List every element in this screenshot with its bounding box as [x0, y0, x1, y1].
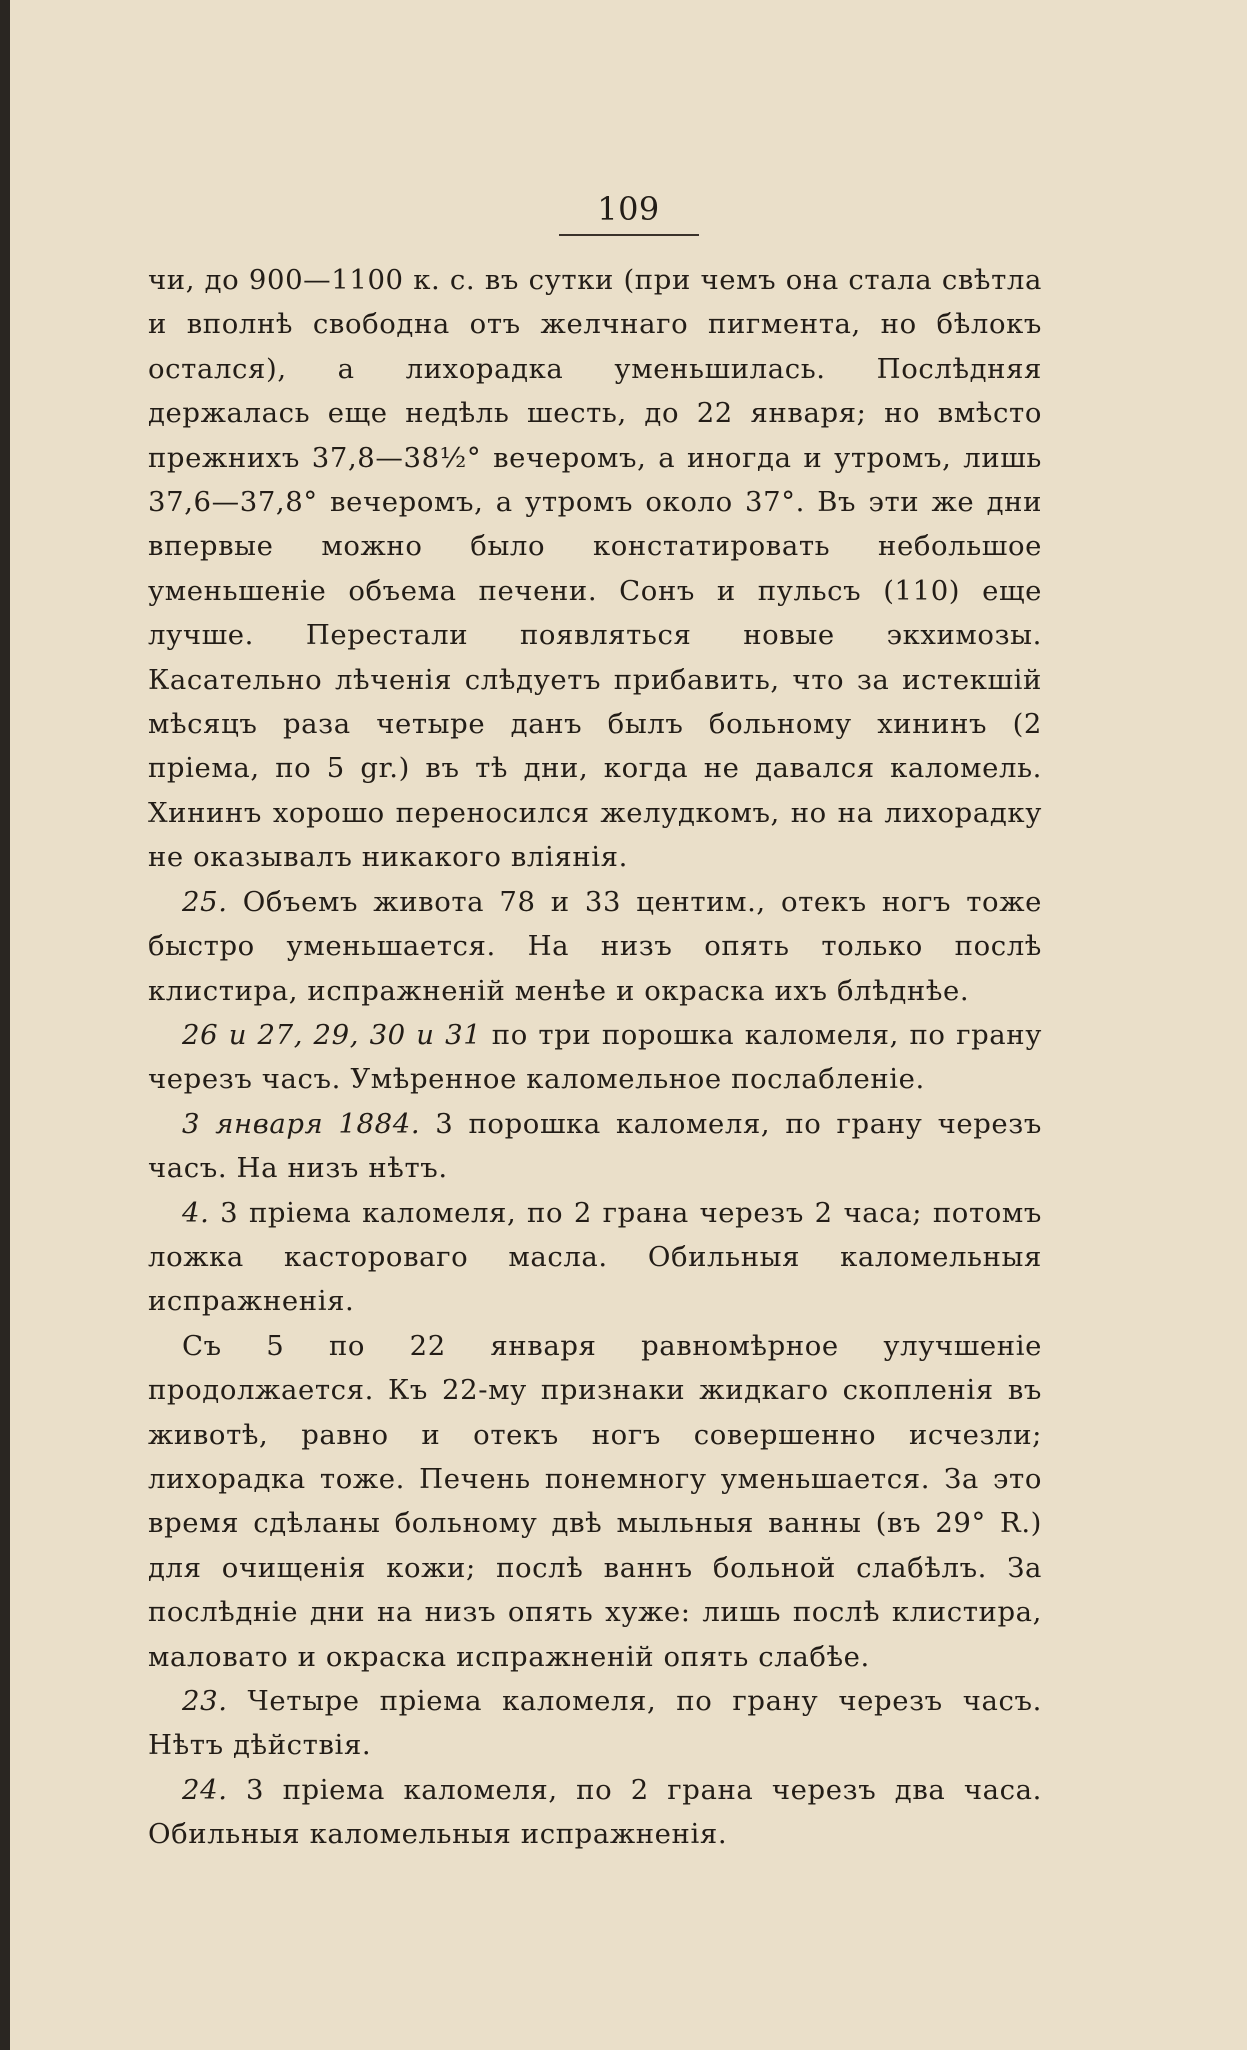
paragraph: [148, 880, 1042, 1013]
paragraph: [148, 1324, 1042, 1679]
paragraph-text: по три порошка каломеля, по грану черезъ часъ. Умѣренное каломельное послабленіе.: [148, 1018, 1042, 1096]
date-label: 23.: [182, 1685, 228, 1717]
paragraph-text: Объемъ живота 78 и 33 центим., отекъ ногъ тоже быстро уменьшается. На низъ опять только послѣ клистира, испражненій менѣе и окраска ихъ блѣднѣе.: [148, 885, 1042, 1007]
date-label: 24.: [182, 1773, 228, 1806]
paragraph-text: 3 пріема каломеля, по 2 грана черезъ два часа. Обильныя каломельныя испражненія.: [148, 1773, 1042, 1851]
paragraph-text: Съ 5 по 22 января равномѣрное улучшеніе продолжается. Къ 22-му признаки жидкаго скопленія въ животѣ, равно и отекъ ногъ совершенно исчезли; лихорадка тоже. Печень понемногу уменьшается. За это время сдѣланы больному двѣ мыльныя ванны (въ 29° R.) для очищенія кожи; послѣ ваннъ больной слабѣлъ. За послѣдніе дни на низъ опять хуже: лишь послѣ клистира, маловато и окраска испражненій опять слабѣе.: [148, 1329, 1042, 1673]
paragraph: [148, 1768, 1042, 1857]
date-label: 3 января 1884.: [182, 1107, 421, 1140]
paragraph-text: 3 пріема каломеля, по 2 грана черезъ 2 часа; потомъ ложка кастороваго масла. Обильныя каломельныя испражненія.: [148, 1196, 1042, 1318]
paragraph: [148, 258, 1042, 880]
page-header: [10, 190, 1247, 236]
book-page: [10, 0, 1247, 2050]
paragraph: [148, 1013, 1042, 1102]
paragraph-text: 3 порошка каломеля, по грану черезъ часъ. На низъ нѣтъ.: [148, 1107, 1042, 1185]
paragraph: [148, 1679, 1042, 1768]
page-number: 109: [559, 190, 699, 236]
date-label: 4.: [182, 1196, 210, 1229]
paragraph: [148, 1191, 1042, 1324]
body-text: [148, 258, 1042, 1857]
paragraph-text: Четыре пріема каломеля, по грану черезъ часъ. Нѣтъ дѣйствія.: [148, 1685, 1042, 1762]
date-label: 25.: [182, 885, 228, 918]
paragraph-text: чи, до 900—1100 к. с. въ сутки (при чемъ она стала свѣтла и вполнѣ свободна отъ желчнаго пигмента, но бѣлокъ остался), а лихорадка уменьшилась. Послѣдняя держалась еще недѣль шесть, до 22 января; но вмѣсто прежнихъ 37,8—38½° вечеромъ, а иногда и утромъ, лишь 37,6—37,8° вечеромъ, а утромъ около 37°. Въ эти же дни впервые можно было констатировать небольшое уменьшеніе объема печени. Сонъ и пульсъ (110) еще лучше. Перестали появляться новые экхимозы. Касательно лѣченія слѣдуетъ прибавить, что за истекшій мѣсяцъ раза четыре данъ былъ больному хининъ (2 пріема, по 5 gr.) въ тѣ дни, когда не давался каломель. Хининъ хорошо переносился желудкомъ, но на лихорадку не оказывалъ никакого вліянія.: [148, 264, 1042, 874]
paragraph: [148, 1102, 1042, 1191]
date-label: 26 и 27, 29, 30 и 31: [182, 1018, 482, 1051]
